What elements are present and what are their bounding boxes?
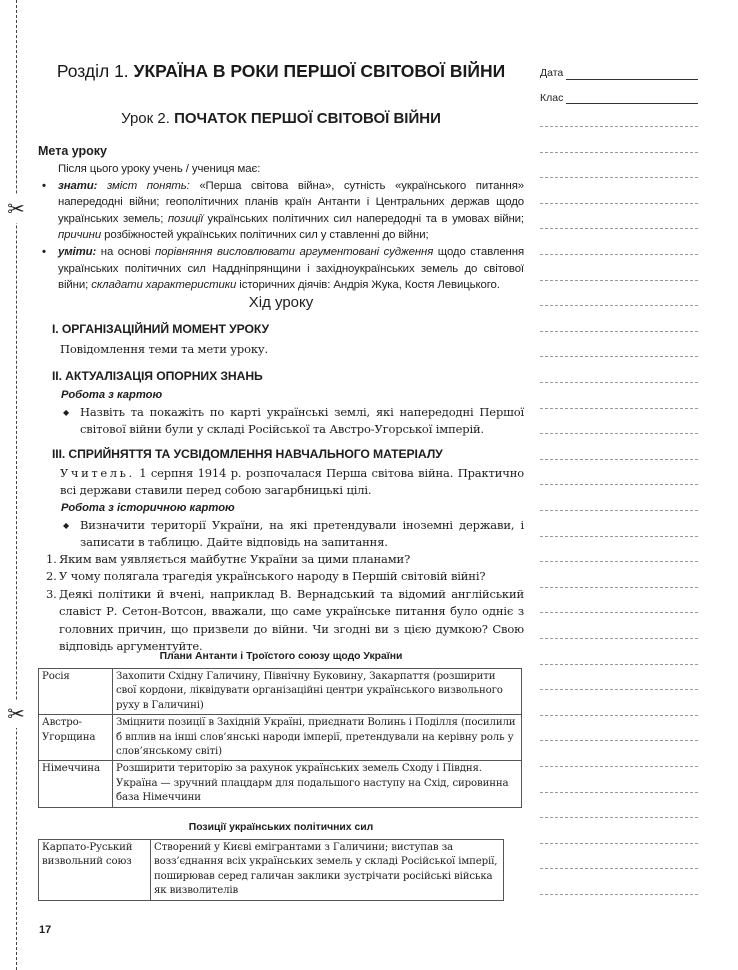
questions-list xyxy=(46,551,524,655)
note-line xyxy=(540,305,698,306)
table-cell: Австро-Угорщина xyxy=(39,715,113,761)
table-row xyxy=(39,669,522,715)
table-cell: Зміцнити позиції в Західній Україні, приєднати Волинь і Поділля (посилили б вплив на інші слов’янські народи імперії, претендували на керівну роль у слов’янському світі) xyxy=(113,715,522,761)
date-label: Дата xyxy=(540,67,564,79)
note-line xyxy=(540,459,698,460)
table-cell: Німеччина xyxy=(39,761,113,807)
goal-intro: Після цього уроку учень / учениця має: xyxy=(58,163,261,175)
note-line xyxy=(540,408,698,409)
political-forces-table xyxy=(38,839,504,901)
lesson-goal xyxy=(38,144,524,294)
chapter-heading: Розділ 1. УКРАЇНА В РОКИ ПЕРШОЇ СВІТОВОЇ ВІЙНИ xyxy=(56,61,506,81)
scissors-icon: ✂ xyxy=(2,700,30,728)
note-line xyxy=(540,331,698,332)
section-title: II. АКТУАЛІЗАЦІЯ ОПОРНИХ ЗНАНЬ xyxy=(52,369,263,383)
note-line xyxy=(540,228,698,229)
table-cell: Карпато-Руський визвольний союз xyxy=(39,840,151,901)
note-line xyxy=(540,382,698,383)
note-line xyxy=(540,510,698,511)
note-line xyxy=(540,868,698,869)
task-item: ◆ Визначити території України, на які претендували іноземні держави, і записати в таблицю. Дайте відповідь на запитання. xyxy=(60,517,524,552)
note-line xyxy=(540,126,698,127)
table-cell: Захопити Східну Галичину, Північну Буковину, Закарпаття (розширити свої кордони, ліквідувати організаційні центри українського визвольного руху в Галичині) xyxy=(113,669,522,715)
note-line xyxy=(540,689,698,690)
note-line xyxy=(540,843,698,844)
question-item: 3. Деякі політики й вчені, наприклад В. Вернадський та відомий англійський славіст Р. Сетон-Вотсон, вважали, що саме українське питання було одніє з головних причин, що призвели до війни. Чи згодні ви з цією думкою? Свою відповідь аргументуйте. xyxy=(46,586,524,654)
class-label: Клас xyxy=(540,92,564,104)
question-item: 1. Яким вам уявляється майбутнє України за цими планами? xyxy=(46,552,411,566)
note-line xyxy=(540,152,698,153)
page-number: 17 xyxy=(38,922,75,938)
table-cell: Створений у Києві емігрантами з Галичини; виступав за возз’єднання всіх українських земель у складі Російської імперії, поширював серед галичан заклики зустрічати російські війська як визволителів xyxy=(151,840,504,901)
table-cell: Розширити територію за рахунок українських земель Сходу і Півдня. Україна — зручний плацдарм для подальшого наступу на Схід, сировинна база Німеччини xyxy=(113,761,522,807)
note-line xyxy=(540,536,698,537)
note-line xyxy=(540,203,698,204)
section-text: Повідомлення теми та мети уроку. xyxy=(60,342,269,356)
note-line xyxy=(540,280,698,281)
table-cell: Росія xyxy=(39,669,113,715)
note-line xyxy=(540,587,698,588)
note-line xyxy=(540,740,698,741)
note-line xyxy=(540,792,698,793)
note-line xyxy=(540,561,698,562)
scissors-icon: ✂ xyxy=(2,195,30,223)
section-title: I. ОРГАНІЗАЦІЙНИЙ МОМЕНТ УРОКУ xyxy=(52,322,269,336)
list-item: ◆ Назвіть та покажіть по карті українські землі, які напередодні Першої світової війни були у складі Російської та Австро-Угорської імперій. xyxy=(60,404,524,439)
lesson-flow-title: Хід уроку xyxy=(248,294,314,311)
subsection-title: Робота з картою xyxy=(61,389,163,401)
note-line xyxy=(540,894,698,895)
goal-title: Мета уроку xyxy=(38,144,108,158)
goal-know-item: • знати: зміст понять: «Перша світова війна», сутність «українського питання» напередодні війни; геополітичних планів країн Антанти і Центральних держав щодо українських земель; позиції українських політичних сил напередодні та в умовах війни; причини розбіжностей українських політичних сил у ставленні до війни; xyxy=(38,178,524,244)
note-line xyxy=(540,433,698,434)
note-line xyxy=(540,484,698,485)
date-field[interactable] xyxy=(566,78,698,80)
note-line xyxy=(540,715,698,716)
table-row xyxy=(39,761,522,807)
note-line xyxy=(540,638,698,639)
table-caption: Позиції українських політичних сил xyxy=(188,822,374,833)
note-line xyxy=(540,817,698,818)
cut-line xyxy=(16,0,17,970)
note-line xyxy=(540,356,698,357)
note-line xyxy=(540,177,698,178)
subsection-title: Робота з історичною картою xyxy=(61,502,235,514)
lesson-heading: Урок 2. ПОЧАТОК ПЕРШОЇ СВІТОВОЇ ВІЙНИ xyxy=(121,110,441,127)
note-line xyxy=(540,766,698,767)
plans-table xyxy=(38,668,522,808)
section-title: III. СПРИЙНЯТТЯ ТА УСВІДОМЛЕННЯ НАВЧАЛЬНОГО МАТЕРІАЛУ xyxy=(52,447,443,461)
table-row xyxy=(39,840,504,901)
note-line xyxy=(540,612,698,613)
class-field[interactable] xyxy=(566,102,698,104)
table-caption: Плани Антанти і Троїстого союзу щодо України xyxy=(159,651,403,662)
teacher-text: Учитель. 1 серпня 1914 р. розпочалася Перша світова війна. Практично всі держави ставили перед собою загарбницькі цілі. xyxy=(60,466,524,498)
goal-able-item: • уміти: на основі порівняння висловлювати аргументовані судження щодо ставлення українських політичних сил Наддніпрянщини і західноукраїнських земель до світової війни; складати характеристики історичних діячів: Андрія Жука, Костя Левицького. xyxy=(38,244,524,294)
table-row xyxy=(39,715,522,761)
question-item: 2. У чому полягала трагедія українського народу в Першій світовій війні? xyxy=(46,569,486,584)
note-line xyxy=(540,254,698,255)
note-line xyxy=(540,664,698,665)
